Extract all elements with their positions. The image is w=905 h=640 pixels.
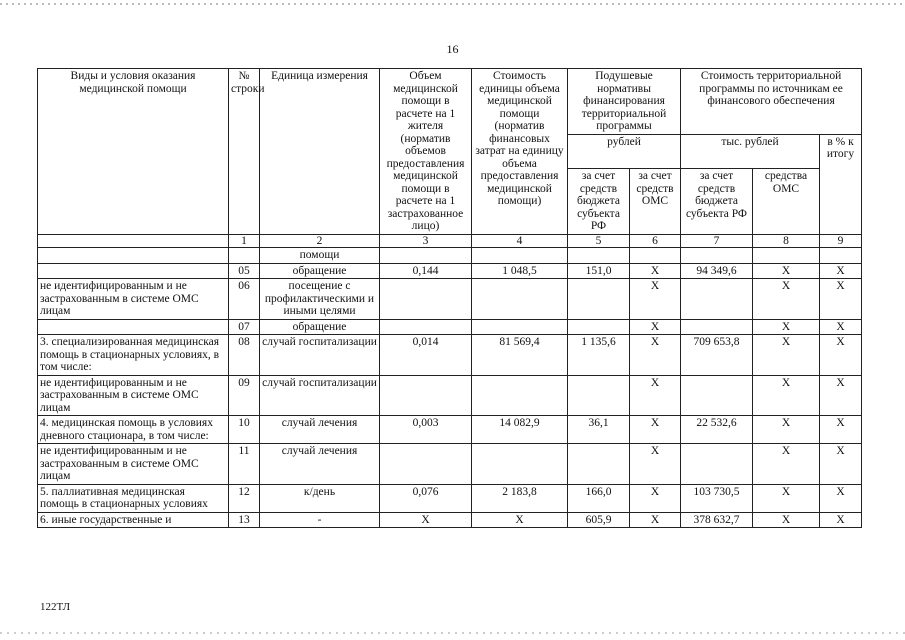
- row-line-number: 10: [229, 416, 260, 444]
- row-name: не идентифицированным и не застрахованным в системе ОМС лицам: [38, 375, 229, 416]
- row-line-number: 06: [229, 279, 260, 320]
- row-volume: [380, 444, 472, 485]
- row-unit: обращение: [260, 319, 380, 335]
- table-row: [38, 375, 862, 416]
- row-name: 6. иные государственные и: [38, 512, 229, 528]
- row-total-oms: X: [753, 263, 820, 279]
- row-per-capita-budget: [568, 279, 630, 320]
- row-unit: помощи: [260, 248, 380, 264]
- row-line-number: 12: [229, 484, 260, 512]
- row-volume: [380, 375, 472, 416]
- row-line-number: 08: [229, 335, 260, 376]
- row-volume: [380, 248, 472, 264]
- row-total-oms: X: [753, 375, 820, 416]
- row-total-budget: [681, 375, 753, 416]
- row-percent: X: [820, 263, 862, 279]
- row-percent: X: [820, 512, 862, 528]
- row-total-oms: X: [753, 444, 820, 485]
- row-unit: случай лечения: [260, 416, 380, 444]
- row-unit: случай госпитализации: [260, 375, 380, 416]
- header-thousand-rubles: тыс. рублей: [681, 134, 820, 169]
- row-total-budget: 103 730,5: [681, 484, 753, 512]
- row-total-budget: [681, 279, 753, 320]
- header-total-oms: средства ОМС: [753, 169, 820, 235]
- row-total-budget: [681, 444, 753, 485]
- row-unit-cost: [472, 444, 568, 485]
- header-unit-cost: Стоимость единицы объема медицинской помощи (норматив финансовых затрат на единицу объема предоставления медицинской помощи): [472, 69, 568, 235]
- row-per-capita-budget: [568, 248, 630, 264]
- row-per-capita-oms: X: [630, 416, 681, 444]
- scan-edge-top: [0, 3, 905, 5]
- row-name: [38, 319, 229, 335]
- row-line-number: 05: [229, 263, 260, 279]
- table-row: [38, 484, 862, 512]
- row-line-number: 09: [229, 375, 260, 416]
- row-total-oms: X: [753, 416, 820, 444]
- row-percent: X: [820, 416, 862, 444]
- row-percent: X: [820, 444, 862, 485]
- row-per-capita-oms: X: [630, 335, 681, 376]
- row-line-number: 13: [229, 512, 260, 528]
- row-total-budget: [681, 248, 753, 264]
- row-per-capita-oms: X: [630, 512, 681, 528]
- row-volume: 0,003: [380, 416, 472, 444]
- row-line-number: 11: [229, 444, 260, 485]
- row-per-capita-oms: X: [630, 375, 681, 416]
- row-unit: случай лечения: [260, 444, 380, 485]
- column-index: 4: [472, 234, 568, 248]
- row-unit-cost: [472, 279, 568, 320]
- table-row: [38, 444, 862, 485]
- column-index: 7: [681, 234, 753, 248]
- row-unit: обращение: [260, 263, 380, 279]
- row-total-budget: 94 349,6: [681, 263, 753, 279]
- row-name: не идентифицированным и не застрахованным в системе ОМС лицам: [38, 444, 229, 485]
- scan-edge-bottom: [0, 632, 905, 634]
- row-volume: 0,144: [380, 263, 472, 279]
- header-line-number: № строки: [229, 69, 260, 235]
- table-row: [38, 335, 862, 376]
- page-number: 16: [446, 42, 459, 56]
- column-index: [38, 234, 229, 248]
- row-unit-cost: [472, 319, 568, 335]
- row-percent: [820, 248, 862, 264]
- column-index: 5: [568, 234, 630, 248]
- row-unit-cost: [472, 375, 568, 416]
- row-total-oms: X: [753, 279, 820, 320]
- row-per-capita-oms: X: [630, 444, 681, 485]
- header-percent-total: в % к итогу: [820, 134, 862, 234]
- header-unit: Единица измерения: [260, 69, 380, 235]
- header-volume: Объем медицинской помощи в расчете на 1 жителя (норматив объемов предоставления медицинской помощи в расчете на 1 застрахованное лицо): [380, 69, 472, 235]
- row-unit-cost: 14 082,9: [472, 416, 568, 444]
- header-per-capita: Подушевые нормативы финансирования территориальной программы: [568, 69, 681, 135]
- header-rubles: рублей: [568, 134, 681, 169]
- column-index: 8: [753, 234, 820, 248]
- row-unit: к/день: [260, 484, 380, 512]
- row-total-oms: [753, 248, 820, 264]
- row-total-budget: 709 653,8: [681, 335, 753, 376]
- column-index-row: [38, 234, 862, 248]
- header-per-capita-oms: за счет средств ОМС: [630, 169, 681, 235]
- row-volume: 0,076: [380, 484, 472, 512]
- row-total-oms: X: [753, 512, 820, 528]
- row-total-oms: X: [753, 319, 820, 335]
- row-name: [38, 248, 229, 264]
- row-total-budget: 378 632,7: [681, 512, 753, 528]
- table-row: [38, 248, 862, 264]
- row-per-capita-budget: 1 135,6: [568, 335, 630, 376]
- column-index: 2: [260, 234, 380, 248]
- row-volume: [380, 319, 472, 335]
- row-name: 3. специализированная медицинская помощь в стационарных условиях, в том числе:: [38, 335, 229, 376]
- row-percent: X: [820, 279, 862, 320]
- row-per-capita-budget: 36,1: [568, 416, 630, 444]
- column-index: 9: [820, 234, 862, 248]
- row-name: не идентифицированным и не застрахованным в системе ОМС лицам: [38, 279, 229, 320]
- row-per-capita-budget: [568, 375, 630, 416]
- row-per-capita-budget: 605,9: [568, 512, 630, 528]
- row-percent: X: [820, 484, 862, 512]
- row-per-capita-oms: X: [630, 319, 681, 335]
- row-name: 5. паллиативная медицинская помощь в стационарных условиях: [38, 484, 229, 512]
- row-total-oms: X: [753, 484, 820, 512]
- column-index: 6: [630, 234, 681, 248]
- table-row: [38, 512, 862, 528]
- row-unit-cost: X: [472, 512, 568, 528]
- footer-code: 122ТЛ: [40, 601, 71, 613]
- row-total-budget: 22 532,6: [681, 416, 753, 444]
- row-name: [38, 263, 229, 279]
- row-percent: X: [820, 375, 862, 416]
- row-unit-cost: 1 048,5: [472, 263, 568, 279]
- row-per-capita-budget: 166,0: [568, 484, 630, 512]
- row-unit-cost: [472, 248, 568, 264]
- table-row: [38, 279, 862, 320]
- financing-table: [37, 68, 862, 528]
- row-percent: X: [820, 319, 862, 335]
- row-total-budget: [681, 319, 753, 335]
- row-volume: 0,014: [380, 335, 472, 376]
- header-row-1: [38, 69, 862, 135]
- row-unit-cost: 2 183,8: [472, 484, 568, 512]
- row-line-number: 07: [229, 319, 260, 335]
- column-index: 3: [380, 234, 472, 248]
- header-total-budget: за счет средств бюджета субъекта РФ: [681, 169, 753, 235]
- row-per-capita-oms: X: [630, 263, 681, 279]
- row-per-capita-oms: X: [630, 484, 681, 512]
- row-name: 4. медицинская помощь в условиях дневного стационара, в том числе:: [38, 416, 229, 444]
- column-index: 1: [229, 234, 260, 248]
- table-row: [38, 416, 862, 444]
- row-volume: X: [380, 512, 472, 528]
- row-per-capita-budget: 151,0: [568, 263, 630, 279]
- row-percent: X: [820, 335, 862, 376]
- table-row: [38, 319, 862, 335]
- row-total-oms: X: [753, 335, 820, 376]
- row-per-capita-oms: X: [630, 279, 681, 320]
- row-per-capita-oms: [630, 248, 681, 264]
- row-line-number: [229, 248, 260, 264]
- row-per-capita-budget: [568, 444, 630, 485]
- row-volume: [380, 279, 472, 320]
- header-kind-conditions: Виды и условия оказания медицинской помощи: [38, 69, 229, 235]
- row-unit: посещение с профилактическими и иными целями: [260, 279, 380, 320]
- row-unit: случай госпитализации: [260, 335, 380, 376]
- row-unit: -: [260, 512, 380, 528]
- row-unit-cost: 81 569,4: [472, 335, 568, 376]
- table-row: [38, 263, 862, 279]
- row-per-capita-budget: [568, 319, 630, 335]
- header-program-cost: Стоимость территориальной программы по источникам ее финансового обеспечения: [681, 69, 862, 135]
- header-per-capita-budget: за счет средств бюджета субъекта РФ: [568, 169, 630, 235]
